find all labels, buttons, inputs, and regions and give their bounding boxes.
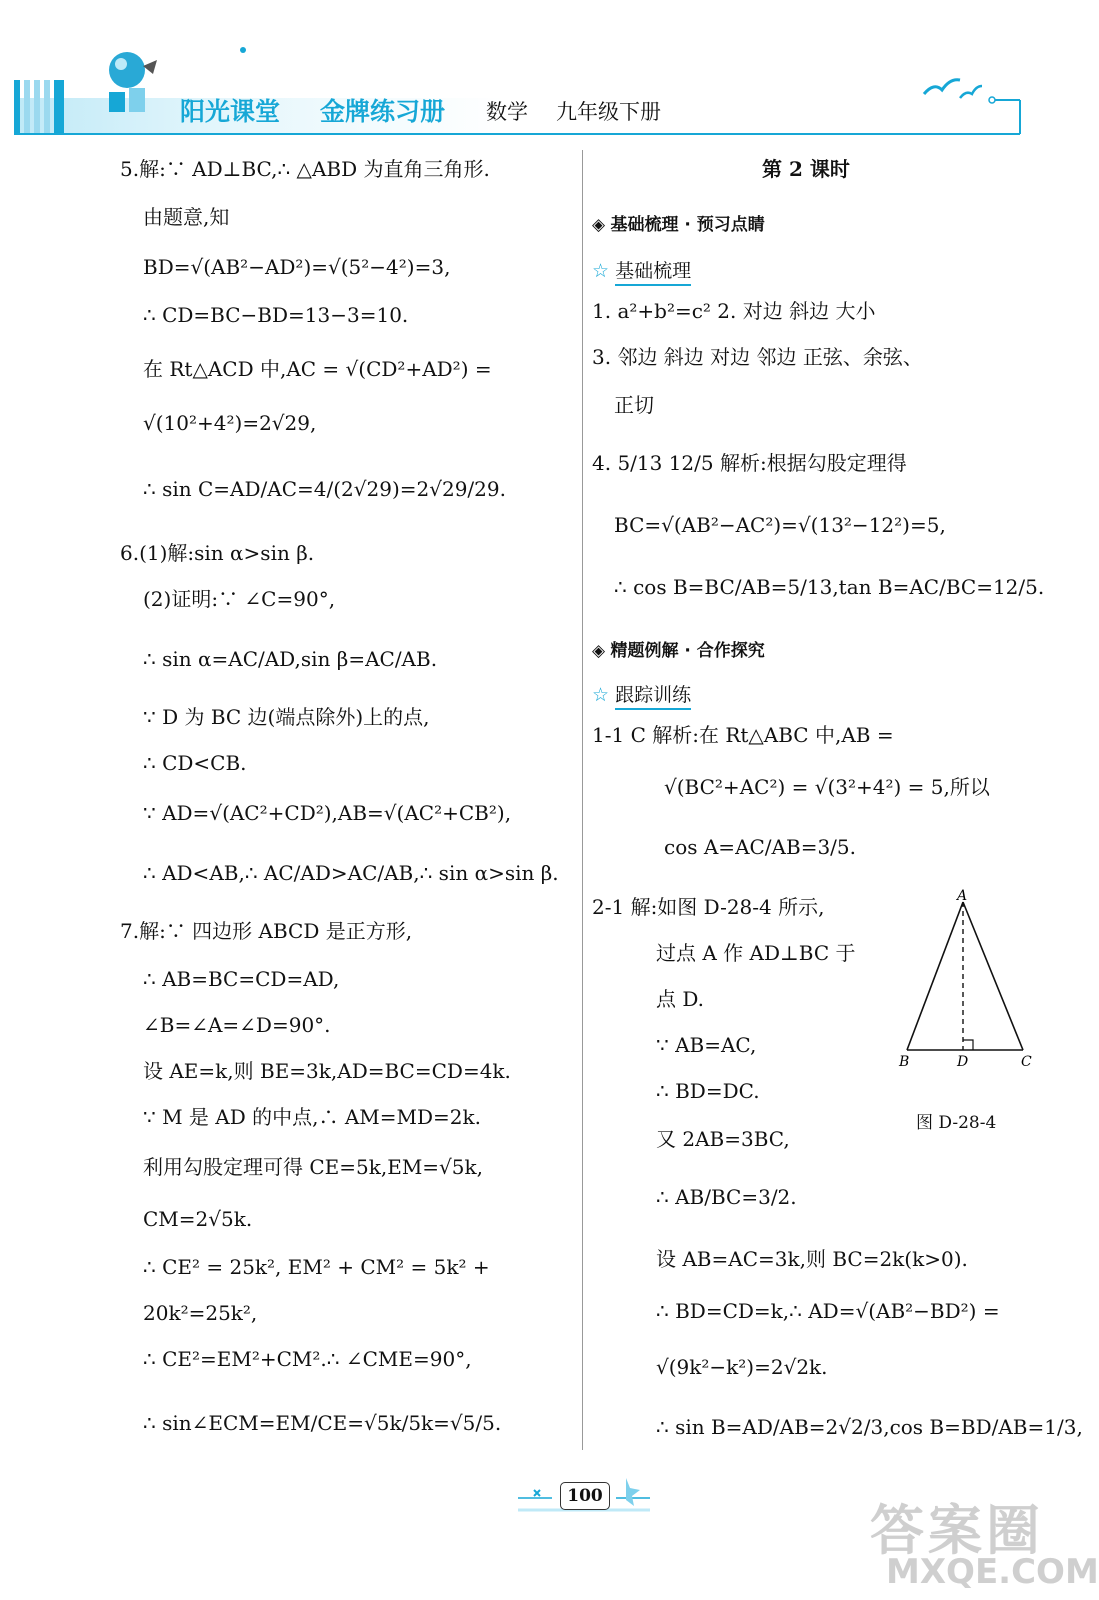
subsection-heading: ☆ 跟踪训练 xyxy=(592,680,691,707)
subsection-heading: ☆ 基础梳理 xyxy=(592,256,691,283)
left-line: ∴ sin∠ECM=EM/CE=√5k/5k=√5/5. xyxy=(143,1411,502,1435)
left-line: 在 Rt△ACD 中,AC = √(CD²+AD²) = xyxy=(143,357,492,381)
lesson-title: 第 2 课时 xyxy=(762,157,850,181)
header-book: 金牌练习册 xyxy=(320,97,446,126)
header-grade: 九年级下册 xyxy=(556,100,661,124)
right-line: ∴ cos B=BC/AB=5/13,tan B=AC/BC=12/5. xyxy=(614,575,1045,599)
right-line: BC=√(AB²−AC²)=√(13²−12²)=5, xyxy=(614,513,946,537)
left-line: 7.解:∵ 四边形 ABCD 是正方形, xyxy=(120,919,413,943)
right-line: ∴ AB/BC=3/2. xyxy=(656,1185,797,1209)
left-line: ∴ CD<CB. xyxy=(143,751,247,775)
birds-icon xyxy=(920,72,990,108)
figure-caption: 图 D-28-4 xyxy=(916,1113,997,1133)
star-icon: ☆ xyxy=(592,260,610,282)
watermark-logo: 答案圈 xyxy=(870,1499,1044,1562)
right-line: 正切 xyxy=(614,393,654,417)
right-line: 3. 邻边 斜边 对边 邻边 正弦、余弦、 xyxy=(592,345,923,369)
left-line: 6.(1)解:sin α>sin β. xyxy=(120,541,315,565)
left-line: 设 AE=k,则 BE=3k,AD=BC=CD=4k. xyxy=(143,1059,511,1083)
left-line: ∴ sin C=AD/AC=4/(2√29)=2√29/29. xyxy=(143,477,506,501)
page-number: 100 xyxy=(560,1482,610,1510)
left-line: 5.解:∵ AD⊥BC,∴ △ABD 为直角三角形. xyxy=(120,157,490,181)
triangle-figure xyxy=(895,888,1045,1078)
right-line: ∵ AB=AC, xyxy=(656,1033,757,1057)
right-line: ∴ BD=CD=k,∴ AD=√(AB²−BD²) = xyxy=(656,1299,1000,1323)
left-line: ∴ CE² = 25k², EM² + CM² = 5k² + xyxy=(143,1255,490,1279)
left-line: ∵ D 为 BC 边(端点除外)上的点, xyxy=(143,705,430,729)
section-heading: ◈ 精题例解 · 合作探究 xyxy=(592,641,765,661)
right-line: 1-1 C 解析:在 Rt△ABC 中,AB = xyxy=(592,723,894,747)
right-line: ∴ BD=DC. xyxy=(656,1079,760,1103)
left-line: 20k²=25k², xyxy=(143,1301,258,1325)
header-series: 阳光课堂 xyxy=(180,97,281,126)
left-line: 利用勾股定理可得 CE=5k,EM=√5k, xyxy=(143,1155,483,1179)
left-line: (2)证明:∵ ∠C=90°, xyxy=(143,587,336,611)
header-subject: 数学 xyxy=(486,100,528,124)
left-line: ∴ sin α=AC/AD,sin β=AC/AB. xyxy=(143,647,438,671)
right-line: 点 D. xyxy=(656,987,705,1011)
left-line: ∵ M 是 AD 的中点,∴ AM=MD=2k. xyxy=(143,1105,481,1129)
star-icon: ☆ xyxy=(592,684,610,706)
left-line: BD=√(AB²−AD²)=√(5²−4²)=3, xyxy=(143,255,451,279)
left-line: √(10²+4²)=2√29, xyxy=(143,411,317,435)
left-line: ∴ AB=BC=CD=AD, xyxy=(143,967,340,991)
right-line: 1. a²+b²=c² 2. 对边 斜边 大小 xyxy=(592,299,876,323)
right-line: 又 2AB=3BC, xyxy=(656,1127,790,1151)
right-line: ∴ sin B=AD/AB=2√2/3,cos B=BD/AB=1/3, xyxy=(656,1415,1083,1439)
left-line: ∠B=∠A=∠D=90°. xyxy=(143,1013,331,1037)
right-line: 过点 A 作 AD⊥BC 于 xyxy=(656,941,856,965)
right-angle-mark xyxy=(963,1040,973,1050)
left-line: ∴ AD<AB,∴ AC/AD>AC/AB,∴ sin α>sin β. xyxy=(143,861,559,885)
right-line: √(BC²+AC²) = √(3²+4²) = 5,所以 xyxy=(664,775,990,799)
right-line: 4. 5/13 12/5 解析:根据勾股定理得 xyxy=(592,451,907,475)
vertex-b-label: B xyxy=(899,1054,910,1070)
left-line: CM=2√5k. xyxy=(143,1207,253,1231)
point-d-label: D xyxy=(957,1054,969,1070)
left-line: 由题意,知 xyxy=(143,205,230,229)
side-ac xyxy=(963,902,1023,1050)
right-line: cos A=AC/AB=3/5. xyxy=(664,835,856,859)
vertex-c-label: C xyxy=(1021,1054,1032,1070)
vertex-a-label: A xyxy=(957,888,968,904)
diamond-icon: ◈ xyxy=(592,641,606,661)
column-divider xyxy=(582,150,583,1450)
watermark-url: MXQE.COM xyxy=(886,1552,1099,1592)
left-line: ∴ CE²=EM²+CM².∴ ∠CME=90°, xyxy=(143,1347,472,1371)
right-line: √(9k²−k²)=2√2k. xyxy=(656,1355,828,1379)
left-line: ∵ AD=√(AC²+CD²),AB=√(AC²+CB²), xyxy=(143,801,512,825)
right-line: 设 AB=AC=3k,则 BC=2k(k>0). xyxy=(656,1247,968,1271)
right-line: 2-1 解:如图 D-28-4 所示, xyxy=(592,895,825,919)
globe-icon xyxy=(95,48,165,118)
diamond-icon: ◈ xyxy=(592,215,606,235)
side-ab xyxy=(907,902,963,1050)
left-line: ∴ CD=BC−BD=13−3=10. xyxy=(143,303,409,327)
section-heading: ◈ 基础梳理 · 预习点睛 xyxy=(592,215,765,235)
